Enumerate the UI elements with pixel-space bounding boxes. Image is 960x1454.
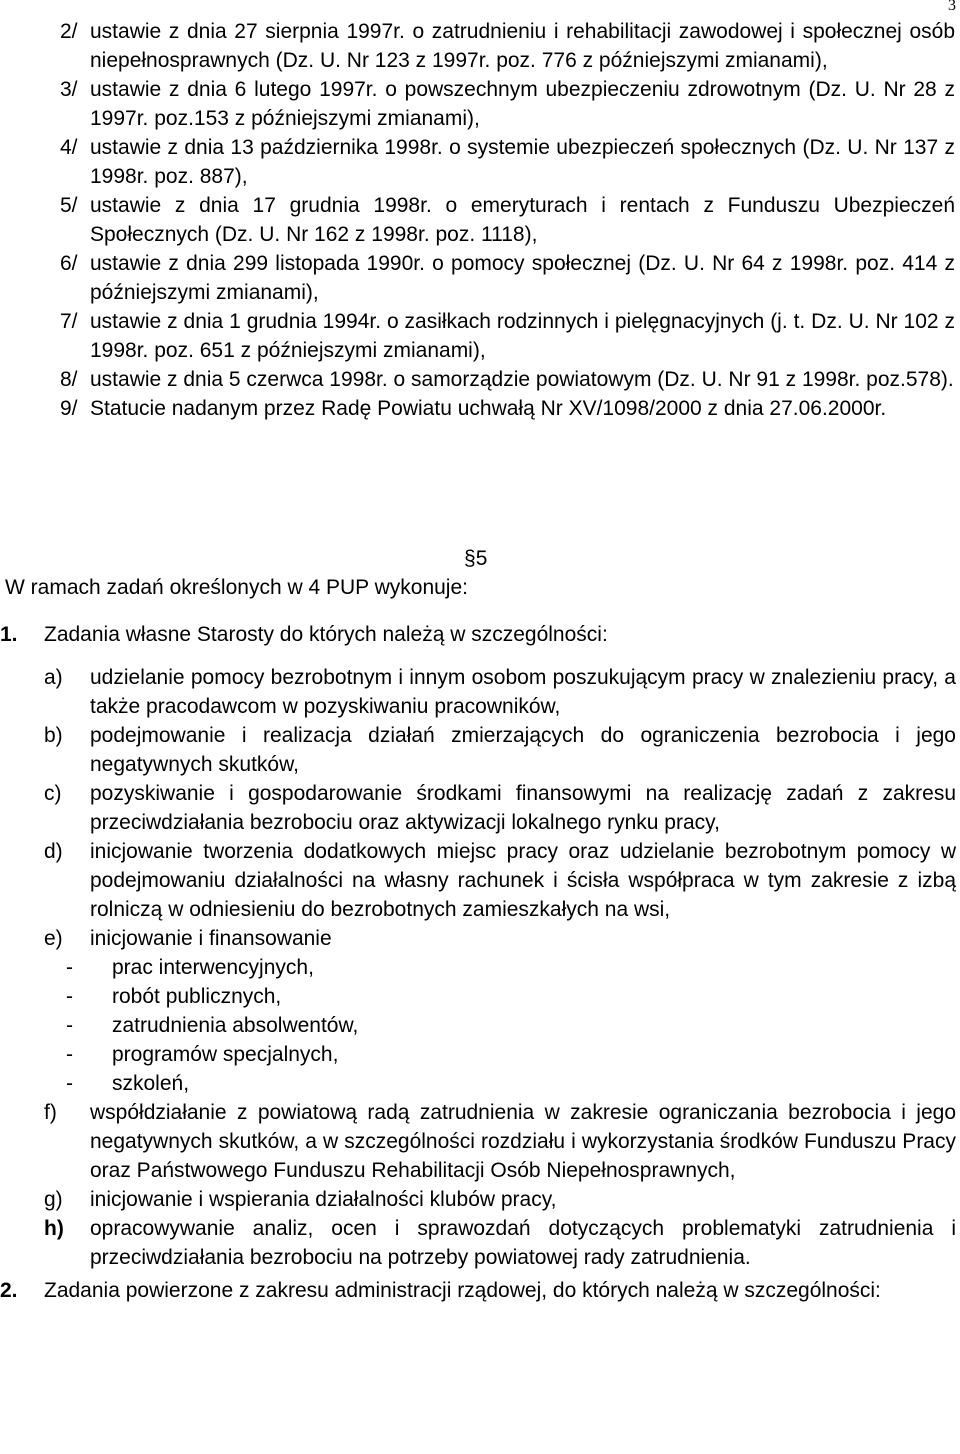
task-item-1: 1. Zadania własne Starosty do których należą w szczególności: <box>0 623 608 646</box>
subitem: h) opracowywanie analiz, ocen i sprawozdań dotyczących problematyki zatrudnienia i przeciwdziałania bezrobociu na potrzeby powiatowej rady zatrudnienia. <box>44 1217 956 1269</box>
reference-item: 2/ ustawie z dnia 27 sierpnia 1997r. o zatrudnieniu i rehabilitacji zawodowej i społecznej osób niepełnosprawnych (Dz. U. Nr 123 z 1997r. poz. 776 z późniejszymi zmianami), <box>60 20 955 72</box>
reference-item: 5/ ustawie z dnia 17 grudnia 1998r. o emeryturach i rentach z Funduszu Ubezpieczeń Społecznych (Dz. U. Nr 162 z 1998r. poz. 1118), <box>60 194 955 246</box>
task-list <box>0 620 956 1305</box>
subitem: e) inicjowanie i finansowanie <box>44 927 332 950</box>
section-heading: §5 <box>464 547 488 570</box>
reference-item: 6/ ustawie z dnia 299 listopada 1990r. o pomocy społecznej (Dz. U. Nr 64 z 1998r. poz. 414 z późniejszymi zmianami), <box>60 252 955 304</box>
dash-item: - szkoleń, <box>66 1072 190 1095</box>
reference-item: 8/ ustawie z dnia 5 czerwca 1998r. o samorządzie powiatowym (Dz. U. Nr 91 z 1998r. poz.578). <box>60 368 954 391</box>
reference-item: 9/ Statucie nadanym przez Radę Powiatu uchwałą Nr XV/1098/2000 z dnia 27.06.2000r. <box>60 397 887 420</box>
subitem: g) inicjowanie i wspierania działalności klubów pracy, <box>44 1188 557 1211</box>
subitem: a) udzielanie pomocy bezrobotnym i innym osobom poszukującym pracy w znalezieniu pracy, a także pracodawcom w pozyskiwaniu pracowników, <box>44 666 956 718</box>
subitem: f) współdziałanie z powiatową radą zatrudnienia w zakresie ograniczania bezrobocia i jego negatywnych skutków, a w szczególności rozdziału i wykorzystania środków Funduszu Pracy oraz Państwowego Funduszu Rehabilitacji Osób Niepełnosprawnych, <box>44 1101 956 1182</box>
subitem: b) podejmowanie i realizacja działań zmierzających do ograniczenia bezrobocia i jego negatywnych skutków, <box>44 724 956 776</box>
dash-item: - programów specjalnych, <box>66 1043 339 1066</box>
subitem: c) pozyskiwanie i gospodarowanie środkami finansowymi na realizację zadań z zakresu przeciwdziałania bezrobociu oraz aktywizacji lokalnego rynku pracy, <box>44 782 956 834</box>
reference-item: 3/ ustawie z dnia 6 lutego 1997r. o powszechnym ubezpieczeniu zdrowotnym (Dz. U. Nr 28 z 1997r. poz.153 z późniejszymi zmianami), <box>60 78 955 130</box>
section-symbol: § <box>464 547 476 570</box>
task-item-2: 2. Zadania powierzone z zakresu administracji rządowej, do których należą w szczególności: <box>0 1279 881 1302</box>
intro-text: W ramach zadań określonych w 4 PUP wykonuje: <box>5 576 468 599</box>
dash-item: - zatrudnienia absolwentów, <box>66 1014 359 1037</box>
dash-item: - robót publicznych, <box>66 985 282 1008</box>
subitem-list <box>0 663 956 1272</box>
reference-item: 7/ ustawie z dnia 1 grudnia 1994r. o zasiłkach rodzinnych i pielęgnacyjnych (j. t. Dz. U. Nr 102 z 1998r. poz. 651 z późniejszymi zmianami), <box>60 310 955 362</box>
page-number: 3 <box>948 0 956 14</box>
reference-list <box>60 17 955 423</box>
subitem: d) inicjowanie tworzenia dodatkowych miejsc pracy oraz udzielanie bezrobotnym pomocy w podejmowaniu działalności na własny rachunek i ścisła współpraca w tym zakresie z izbą rolniczą w odniesieniu do bezrobotnych zamieszkałych na wsi, <box>44 840 956 921</box>
dash-item: - prac interwencyjnych, <box>66 956 314 979</box>
reference-item: 4/ ustawie z dnia 13 października 1998r. o systemie ubezpieczeń społecznych (Dz. U. Nr 137 z 1998r. poz. 887), <box>60 136 955 188</box>
